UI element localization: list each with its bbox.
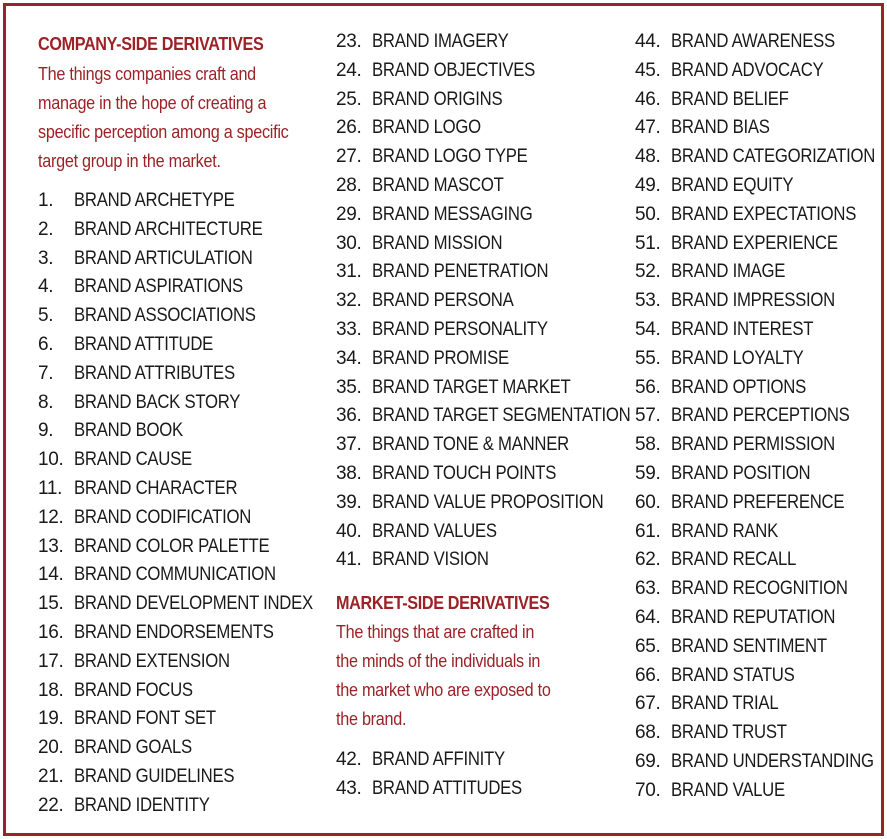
item-number: 49. (635, 174, 661, 196)
item-number: 17. (38, 650, 64, 672)
item-number: 22. (38, 794, 64, 816)
item-label: BRAND SENTIMENT (671, 635, 827, 657)
item-label: BRAND AFFINITY (372, 749, 505, 770)
item-number: 59. (635, 462, 661, 484)
item-number: 12. (38, 506, 64, 528)
list-item (635, 57, 887, 86)
list-item (38, 705, 345, 734)
item-number: 37. (336, 434, 362, 456)
item-number: 55. (635, 347, 661, 369)
company-side-description: The things companies craft and manage in the hope of creating a specific perception among a specific target group in the market. (38, 64, 289, 171)
list-item (336, 460, 666, 489)
company-side-list-part-2 (336, 28, 666, 575)
derivatives-panel (3, 3, 884, 836)
item-label: BRAND AWARENESS (671, 31, 835, 52)
item-label: BRAND TARGET MARKET (372, 376, 571, 398)
item-number: 57. (635, 405, 661, 427)
item-number: 1. (38, 190, 54, 211)
item-number: 42. (336, 749, 362, 770)
list-item (635, 719, 887, 748)
item-number: 33. (336, 318, 362, 340)
list-item (336, 114, 666, 143)
list-item (635, 690, 887, 719)
item-number: 25. (336, 88, 362, 110)
item-number: 30. (336, 232, 362, 254)
item-number: 62. (635, 549, 661, 571)
item-label: BRAND REPUTATION (671, 606, 836, 628)
item-number: 10. (38, 449, 64, 471)
list-item (38, 590, 345, 619)
list-item (336, 57, 666, 86)
item-number: 14. (38, 564, 64, 586)
list-item (635, 777, 887, 806)
list-item (336, 86, 666, 115)
item-label: BRAND TRUST (671, 722, 787, 744)
item-number: 9. (38, 420, 54, 442)
item-number: 7. (38, 362, 54, 384)
list-item (635, 662, 887, 691)
list-item (38, 245, 345, 274)
list-item (38, 533, 345, 562)
item-number: 65. (635, 635, 661, 657)
item-label: BRAND FOCUS (74, 679, 193, 701)
item-label: BRAND PERSONA (372, 290, 514, 312)
item-label: BRAND VALUE (671, 779, 785, 801)
list-item (38, 302, 345, 331)
list-item (635, 172, 887, 201)
item-number: 45. (635, 59, 661, 81)
item-number: 60. (635, 491, 661, 513)
item-number: 20. (38, 737, 64, 759)
item-number: 69. (635, 750, 661, 772)
item-label: BRAND MASCOT (372, 174, 504, 196)
list-item (336, 546, 666, 575)
item-number: 53. (635, 290, 661, 312)
list-item (336, 775, 542, 804)
item-label: BRAND MISSION (372, 232, 503, 254)
item-label: BRAND PERMISSION (671, 434, 835, 456)
item-number: 21. (38, 765, 64, 787)
list-item (336, 201, 666, 230)
item-number: 51. (635, 232, 661, 254)
list-item (635, 287, 887, 316)
item-label: BRAND STATUS (671, 664, 795, 686)
item-label: BRAND BOOK (74, 420, 183, 442)
item-label: BRAND MESSAGING (372, 203, 533, 225)
list-item (38, 331, 345, 360)
item-number: 2. (38, 218, 54, 240)
item-number: 5. (38, 305, 54, 327)
list-item (336, 489, 666, 518)
list-item (635, 518, 887, 547)
item-number: 32. (336, 290, 362, 312)
item-label: BRAND IMAGE (671, 261, 786, 283)
list-item (635, 374, 887, 403)
item-number: 63. (635, 578, 661, 600)
item-number: 67. (635, 693, 661, 715)
item-number: 6. (38, 333, 54, 355)
item-label: BRAND BIAS (671, 117, 770, 139)
item-number: 23. (336, 31, 362, 52)
item-number: 70. (635, 779, 661, 801)
list-item (635, 489, 887, 518)
list-item (38, 648, 345, 677)
item-number: 24. (336, 59, 362, 81)
list-item (635, 546, 887, 575)
list-item (38, 504, 345, 533)
item-label: BRAND RANK (671, 520, 778, 542)
market-side-description: The things that are crafted in the minds of the individuals in the market who are exposed to the brand. (336, 622, 551, 729)
item-number: 8. (38, 391, 54, 413)
item-label: BRAND PENETRATION (372, 261, 549, 283)
item-label: BRAND RECOGNITION (671, 578, 848, 600)
item-label: BRAND PROMISE (372, 347, 509, 369)
item-label: BRAND VALUE PROPOSITION (372, 491, 604, 513)
item-number: 47. (635, 117, 661, 139)
item-number: 35. (336, 376, 362, 398)
item-number: 19. (38, 708, 64, 730)
item-label: BRAND OBJECTIVES (372, 59, 536, 81)
item-number: 3. (38, 247, 54, 269)
item-label: BRAND ADVOCACY (671, 59, 824, 81)
item-number: 64. (635, 606, 661, 628)
item-number: 58. (635, 434, 661, 456)
item-label: BRAND ARTICULATION (74, 247, 253, 269)
item-number: 16. (38, 621, 64, 643)
list-item (336, 518, 666, 547)
item-label: BRAND TRIAL (671, 693, 779, 715)
item-label: BRAND TARGET SEGMENTATION (372, 405, 631, 427)
item-number: 11. (38, 477, 63, 499)
item-number: 50. (635, 203, 661, 225)
item-label: BRAND ASSOCIATIONS (74, 305, 256, 327)
list-item (336, 316, 666, 345)
item-number: 34. (336, 347, 362, 369)
item-label: BRAND CODIFICATION (74, 506, 252, 528)
list-item (336, 746, 542, 775)
list-item (336, 143, 666, 172)
item-number: 38. (336, 462, 362, 484)
item-label: BRAND ARCHITECTURE (74, 218, 263, 240)
item-label: BRAND COMMUNICATION (74, 564, 276, 586)
item-label: BRAND IMAGERY (372, 31, 509, 52)
item-number: 54. (635, 318, 661, 340)
item-label: BRAND IDENTITY (74, 794, 210, 816)
list-item (635, 258, 887, 287)
item-label: BRAND OPTIONS (671, 376, 806, 398)
item-label: BRAND PERCEPTIONS (671, 405, 850, 427)
list-item (635, 316, 887, 345)
item-label: BRAND POSITION (671, 462, 811, 484)
item-number: 18. (38, 679, 64, 701)
list-item (38, 389, 345, 418)
list-item (635, 114, 887, 143)
item-label: BRAND UNDERSTANDING (671, 750, 874, 772)
item-label: BRAND BACK STORY (74, 391, 241, 413)
item-label: BRAND LOGO TYPE (372, 146, 528, 168)
item-label: BRAND RECALL (671, 549, 797, 571)
list-item (336, 374, 666, 403)
item-label: BRAND EXPERIENCE (671, 232, 838, 254)
item-label: BRAND ATTRIBUTES (74, 362, 235, 384)
item-label: BRAND PERSONALITY (372, 318, 548, 340)
list-item (38, 187, 345, 216)
list-item (336, 28, 666, 57)
market-side-heading: MARKET-SIDE DERIVATIVES (336, 593, 550, 613)
item-number: 15. (38, 593, 64, 615)
item-number: 43. (336, 777, 362, 799)
item-number: 52. (635, 261, 661, 283)
list-item (635, 748, 887, 777)
item-number: 36. (336, 405, 362, 427)
list-item (635, 633, 887, 662)
list-item (336, 345, 666, 374)
item-label: BRAND CATEGORIZATION (671, 146, 876, 168)
item-number: 46. (635, 88, 661, 110)
item-label: BRAND DEVELOPMENT INDEX (74, 593, 313, 615)
item-number: 26. (336, 117, 362, 139)
item-label: BRAND CHARACTER (74, 477, 238, 499)
list-item (336, 402, 666, 431)
list-item (38, 734, 345, 763)
list-item (635, 575, 887, 604)
item-label: BRAND VISION (372, 549, 489, 571)
item-number: 68. (635, 722, 661, 744)
list-item (336, 287, 666, 316)
item-number: 40. (336, 520, 362, 542)
list-item (635, 402, 887, 431)
item-label: BRAND TOUCH POINTS (372, 462, 557, 484)
item-number: 39. (336, 491, 362, 513)
list-item (336, 230, 666, 259)
company-side-list-part-1 (38, 187, 345, 821)
item-label: BRAND VALUES (372, 520, 497, 542)
item-label: BRAND IMPRESSION (671, 290, 835, 312)
item-label: BRAND FONT SET (74, 708, 216, 730)
list-item (635, 345, 887, 374)
list-item (38, 619, 345, 648)
item-label: BRAND PREFERENCE (671, 491, 845, 513)
item-number: 66. (635, 664, 661, 686)
item-number: 31. (336, 261, 362, 283)
list-item (38, 677, 345, 706)
item-label: BRAND TONE & MANNER (372, 434, 569, 456)
list-item (38, 475, 345, 504)
list-item (38, 763, 345, 792)
market-side-list-part-2 (635, 28, 887, 806)
list-item (635, 86, 887, 115)
item-label: BRAND GUIDELINES (74, 765, 235, 787)
item-number: 41. (336, 549, 362, 571)
item-number: 13. (38, 535, 64, 557)
list-item (635, 143, 887, 172)
item-label: BRAND EXPECTATIONS (671, 203, 857, 225)
list-item (635, 604, 887, 633)
list-item (38, 792, 345, 821)
company-side-heading: COMPANY-SIDE DERIVATIVES (38, 34, 264, 54)
list-item (635, 230, 887, 259)
list-item (336, 258, 666, 287)
item-label: BRAND GOALS (74, 737, 192, 759)
item-label: BRAND EXTENSION (74, 650, 230, 672)
list-item (38, 446, 345, 475)
item-label: BRAND LOGO (372, 117, 481, 139)
item-number: 61. (635, 520, 661, 542)
item-label: BRAND ASPIRATIONS (74, 276, 243, 298)
item-label: BRAND CAUSE (74, 449, 192, 471)
market-side-list-part-1 (336, 746, 542, 804)
list-item (635, 431, 887, 460)
item-label: BRAND ORIGINS (372, 88, 503, 110)
item-label: BRAND BELIEF (671, 88, 789, 110)
list-item (38, 561, 345, 590)
item-label: BRAND ATTITUDES (372, 777, 522, 799)
list-item (336, 431, 666, 460)
list-item (635, 201, 887, 230)
item-number: 44. (635, 31, 661, 52)
list-item (38, 216, 345, 245)
list-item (38, 360, 345, 389)
item-number: 4. (38, 276, 54, 298)
item-label: BRAND ATTITUDE (74, 333, 214, 355)
item-label: BRAND COLOR PALETTE (74, 535, 270, 557)
list-item (635, 28, 887, 57)
list-item (38, 417, 345, 446)
list-item (336, 172, 666, 201)
list-item (38, 273, 345, 302)
item-label: BRAND LOYALTY (671, 347, 804, 369)
item-number: 27. (336, 146, 362, 168)
item-label: BRAND EQUITY (671, 174, 794, 196)
item-label: BRAND ARCHETYPE (74, 190, 235, 211)
list-item (635, 460, 887, 489)
item-label: BRAND INTEREST (671, 318, 814, 340)
item-number: 48. (635, 146, 661, 168)
item-number: 28. (336, 174, 362, 196)
item-label: BRAND ENDORSEMENTS (74, 621, 274, 643)
item-number: 56. (635, 376, 661, 398)
item-number: 29. (336, 203, 362, 225)
